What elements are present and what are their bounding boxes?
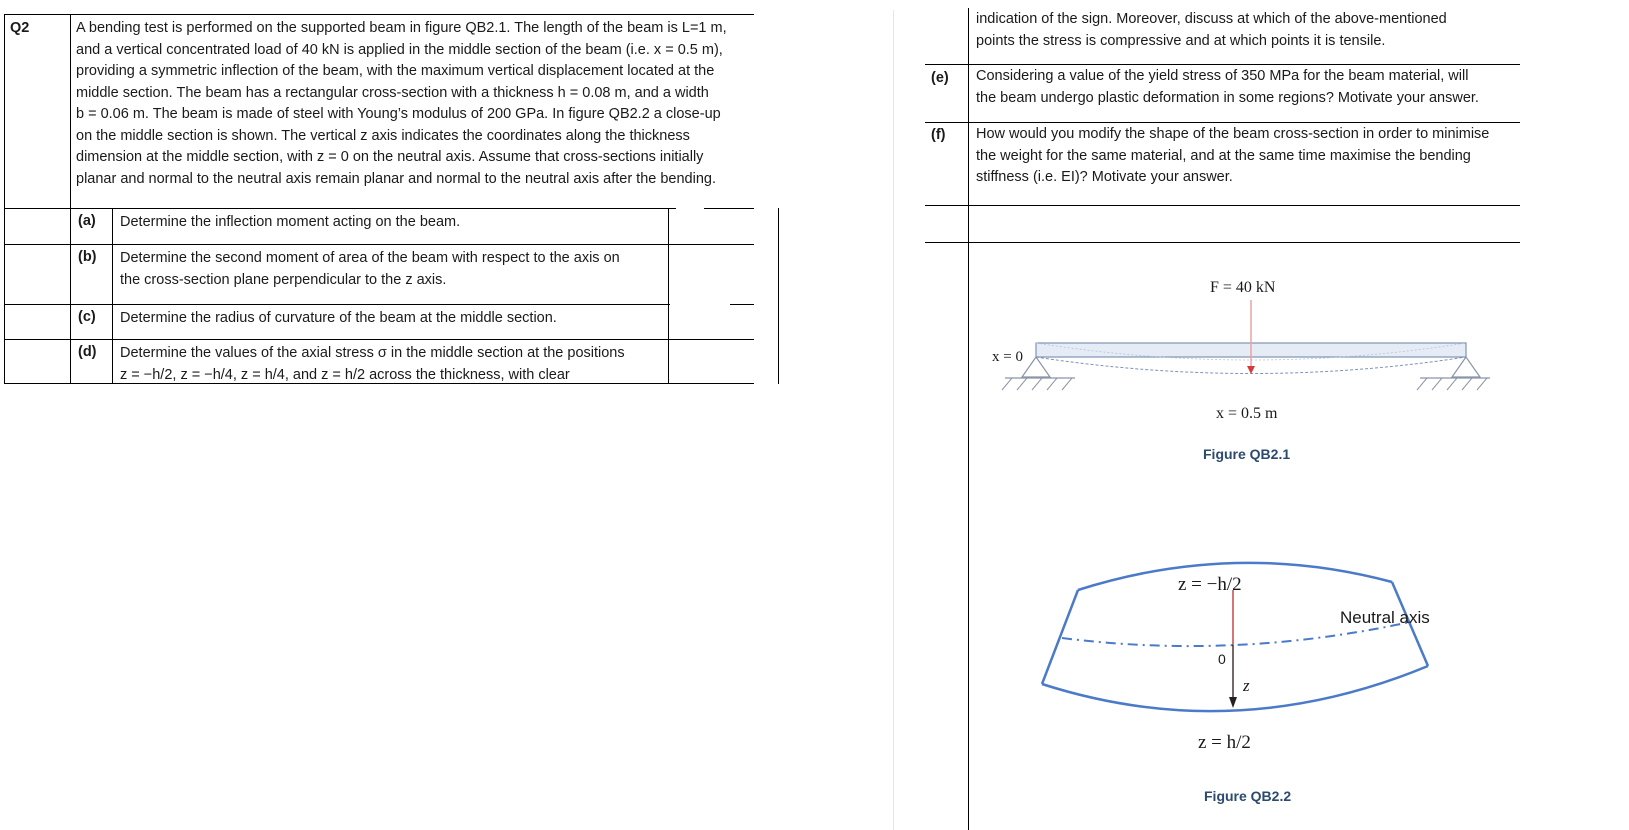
intro-line: providing a symmetric inflection of the beam, with the maximum vertical displacement located at the [76, 63, 715, 79]
part-c-text: Determine the radius of curvature of the beam at the middle section. [120, 310, 557, 326]
part-f-text [976, 124, 1518, 189]
intro-line: A bending test is performed on the supported beam in figure QB2.1. The length of the beam is L=1 m, [76, 20, 727, 36]
z-axis-label: z [1243, 676, 1250, 695]
left-edge [1042, 590, 1078, 684]
part-b-line: the cross-section plane perpendicular to the z axis. [120, 271, 447, 288]
part-b-text [120, 248, 665, 291]
question-number: Q2 [10, 20, 30, 36]
intro-line: middle section. The beam has a rectangular cross-section with a thickness h = 0.08 m, and a width [76, 84, 709, 101]
neutral-axis-label: Neutral axis [1340, 608, 1430, 627]
part-e-text [976, 66, 1518, 109]
part-d-cont-line: points the stress is compressive and at which points it is tensile. [976, 32, 1386, 49]
figure1-caption: Figure QB2.1 [1203, 446, 1291, 462]
part-d-label: (d) [78, 344, 97, 360]
part-b-label: (b) [78, 249, 97, 265]
left-support [1022, 357, 1050, 377]
figure-qb2-1 [960, 270, 1520, 470]
part-d-text [120, 343, 668, 386]
part-e-line: Considering a value of the yield stress of 350 MPa for the beam material, will [976, 68, 1469, 84]
origin-label: 0 [1218, 651, 1226, 667]
figure2-caption: Figure QB2.2 [1204, 788, 1292, 804]
part-e-label: (e) [931, 70, 949, 86]
bottom-surface [1042, 666, 1428, 711]
part-e-line: the beam undergo plastic deformation in some regions? Motivate your answer. [976, 89, 1479, 106]
part-a-text: Determine the inflection moment acting on the beam. [120, 214, 461, 230]
part-f-line: How would you modify the shape of the beam cross-section in order to minimise [976, 126, 1490, 142]
question-intro [76, 18, 772, 190]
part-f-label: (f) [931, 127, 946, 143]
intro-line: b = 0.06 m. The beam is made of steel with Young’s modulus of 200 GPa. In figure QB2.2 a close-up [76, 106, 721, 122]
part-d-continued [976, 9, 1518, 52]
part-d-line: z = −h/2, z = −h/4, z = h/4, and z = h/2 across the thickness, with clear [120, 366, 570, 383]
xmid-label: x = 0.5 m [1216, 405, 1278, 422]
part-d-line: Determine the values of the axial stress σ in the middle section at the positions [120, 345, 625, 361]
intro-line: planar and normal to the neutral axis remain planar and normal to the neutral axis after the bending. [76, 170, 716, 187]
part-a-label: (a) [78, 213, 96, 229]
part-f-line: the weight for the same material, and at the same time maximise the bending [976, 147, 1471, 164]
x0-label: x = 0 [992, 349, 1023, 365]
right-support [1452, 357, 1480, 377]
intro-line: and a vertical concentrated load of 40 kN is applied in the middle section of the beam (i.e. x = 0.5 m), [76, 41, 723, 58]
force-arrow-head [1247, 366, 1255, 374]
intro-line: on the middle section is shown. The vertical z axis indicates the coordinates along the thickness [76, 127, 690, 144]
part-c-label: (c) [78, 309, 96, 325]
z-axis-arrow [1229, 697, 1237, 708]
part-d-cont-line: indication of the sign. Moreover, discuss at which of the above-mentioned [976, 11, 1447, 27]
bottom-z-label: z = h/2 [1198, 732, 1251, 753]
top-z-label: z = −h/2 [1178, 574, 1242, 595]
force-label: F = 40 kN [1210, 279, 1276, 296]
part-b-line: Determine the second moment of area of the beam with respect to the axis on [120, 250, 620, 266]
part-f-line: stiffness (i.e. EI)? Motivate your answer. [976, 169, 1233, 185]
page-divider [893, 10, 894, 830]
intro-line: dimension at the middle section, with z = 0 on the neutral axis. Assume that cross-sections initially [76, 149, 704, 165]
